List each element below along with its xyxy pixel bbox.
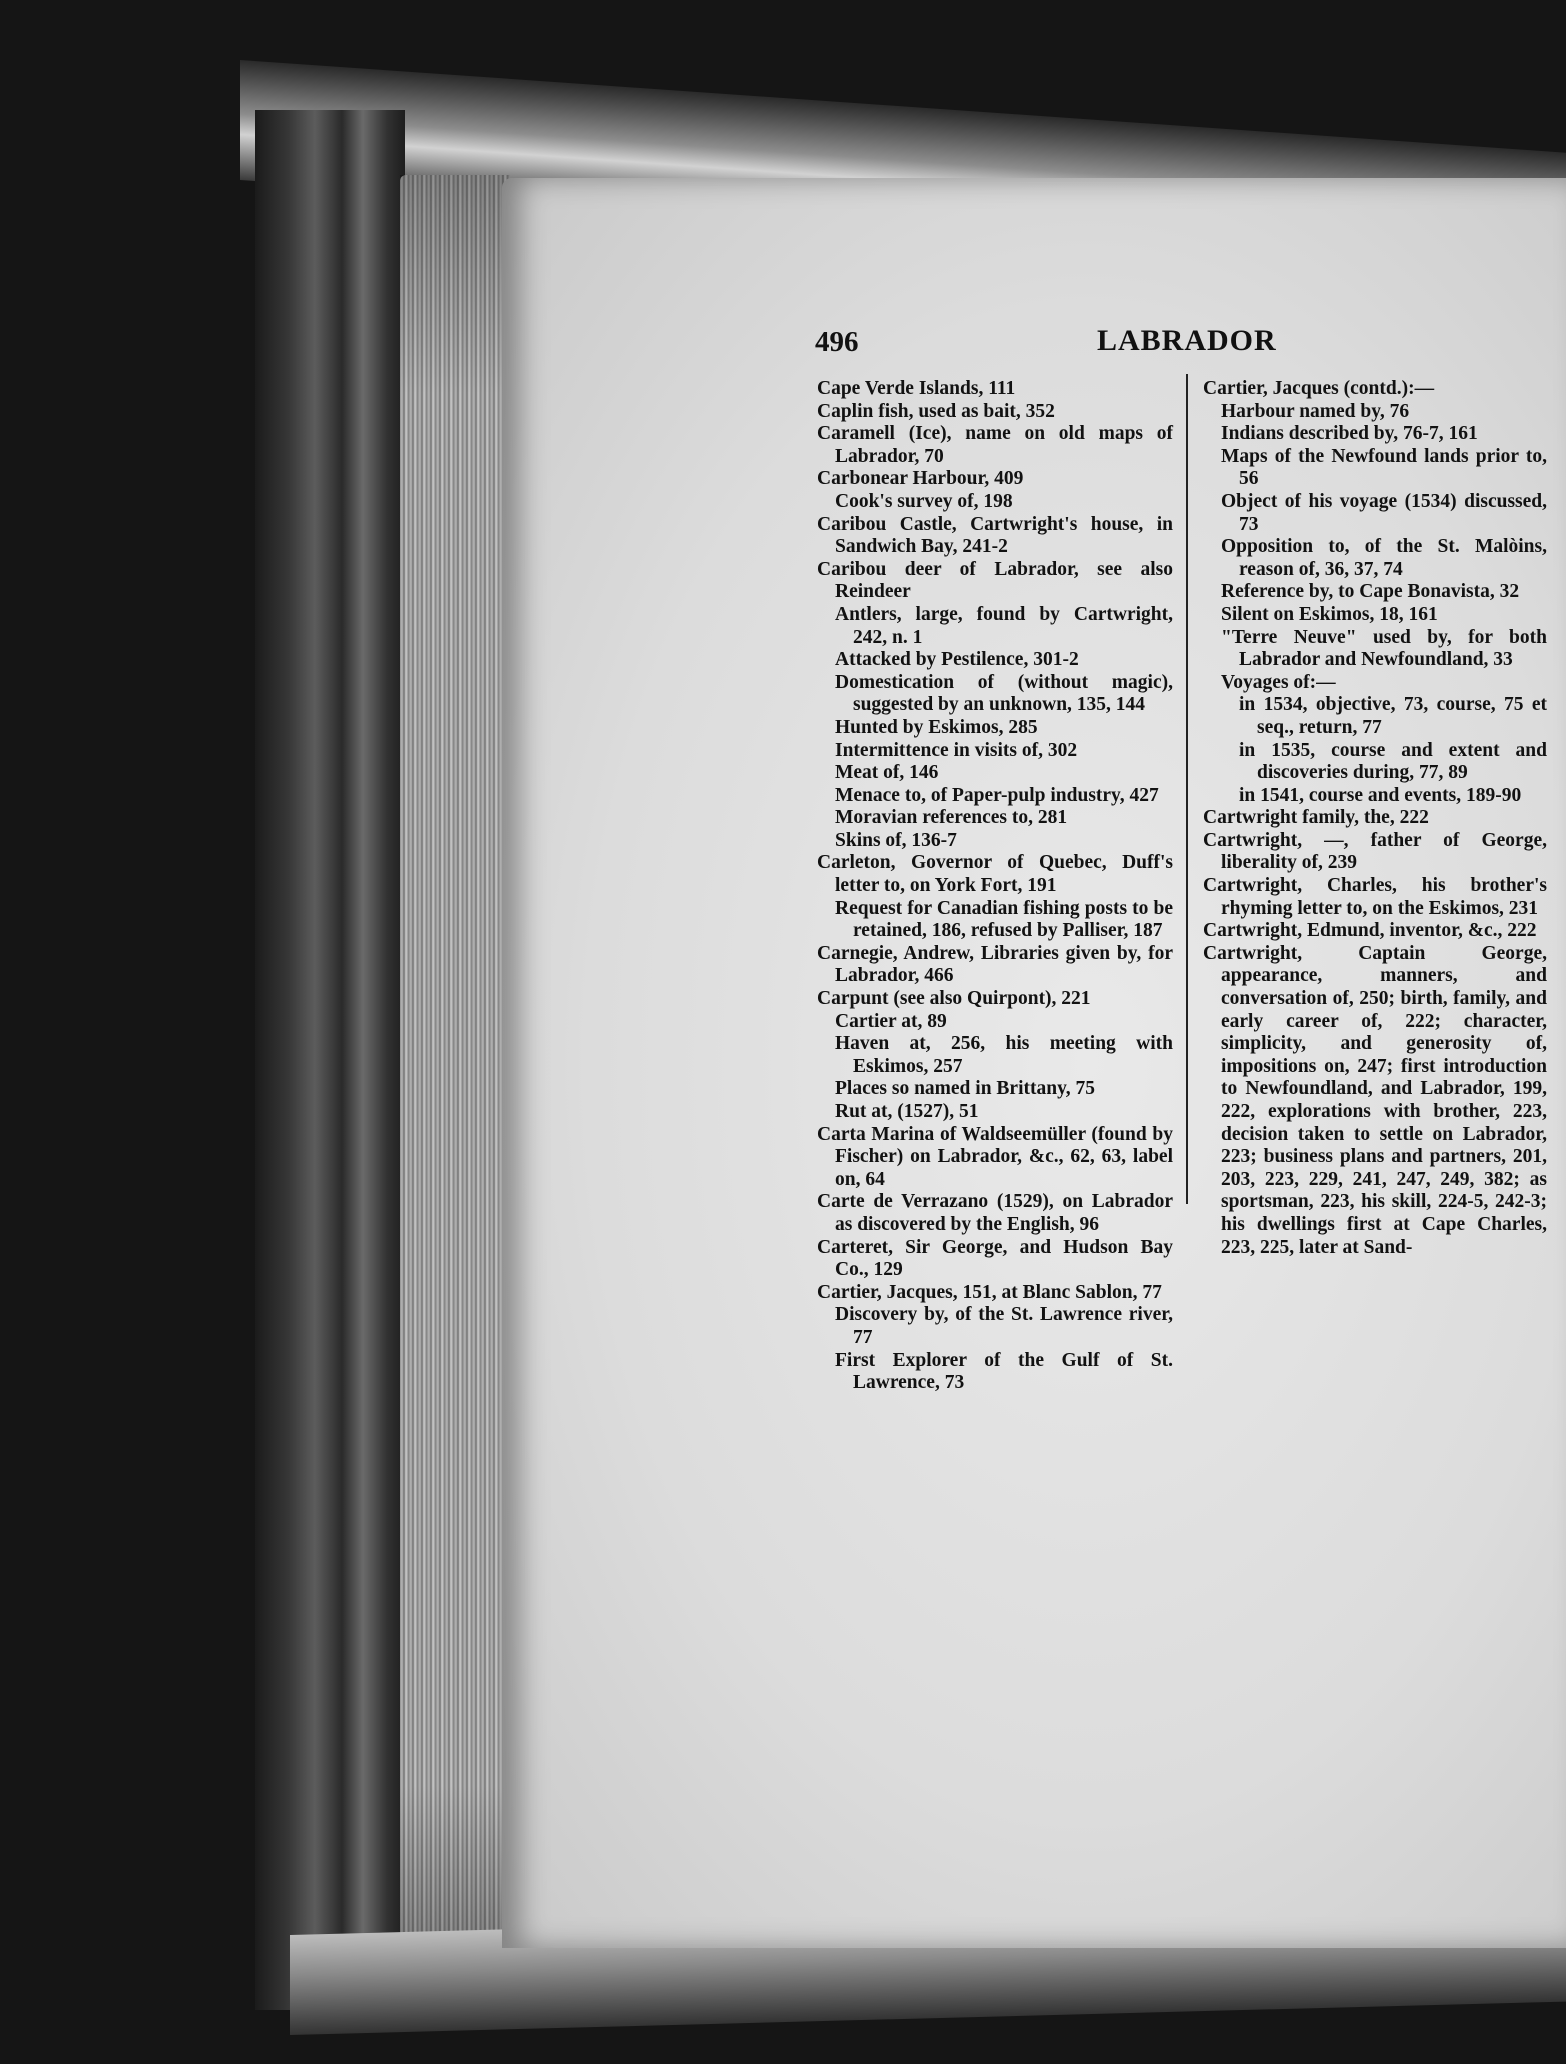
index-entry: Caribou Castle, Cartwright's house, in Sandwich Bay, 241-2 [817,513,1173,558]
index-entry: Carnegie, Andrew, Libraries given by, for Labrador, 466 [817,942,1173,987]
index-entry: in 1535, course and extent and discoveries during, 77, 89 [1239,739,1547,784]
index-entry: Antlers, large, found by Cartwright, 242, n. 1 [835,603,1173,648]
index-entry: Carpunt (see also Quirpont), 221 [817,988,1091,1010]
index-entry: Maps of the Newfound lands prior to, 56 [1221,445,1547,490]
index-entry: Cartwright, Captain George, appearance, manners, and conversation of, 250; birth, family, and early career of, 222; character, simplicity, and generosity of, impositions on, 247; first introduction to Newfoundland, and Labrador, 199, 222, explorations with brother, 223, decision taken to settle on Labrador, 223; business plans and partners, 201, 203, 223, 229, 241, 247, 249, 382; as sportsman, 223, his skill, 224-5, 242-3; his dwellings first at Cape Charles, 223, 225, later at Sand- [1203,942,1547,1258]
index-entry: Cartwright, Charles, his brother's rhyming letter to, on the Eskimos, 231 [1203,875,1547,919]
index-entry: Cook's survey of, 198 [835,490,1013,512]
column-divider [1186,374,1188,1204]
index-entry: Carleton, Governor of Quebec, Duff's letter to, on York Fort, 191 [817,852,1173,897]
index-column-right [1203,378,1547,1259]
index-entry: Rut at, (1527), 51 [835,1101,979,1122]
page-number: 496 [815,326,859,358]
index-entry: Discovery by, of the St. Lawrence river, 77 [835,1304,1173,1348]
index-entry: Cartier, Jacques (contd.):— [1203,378,1435,399]
index-entry: Indians described by, 76-7, 161 [1221,423,1478,445]
index-entry: Cartwright, Edmund, inventor, &c., 222 [1203,920,1537,942]
index-entry: Caribou deer of Labrador, see also Reindeer [817,558,1173,603]
index-entry: First Explorer of the Gulf of St. Lawrence, 73 [835,1349,1173,1394]
index-entry: Harbour named by, 76 [1221,400,1410,422]
index-entry: Request for Canadian fishing posts to be retained, 186, refused by Palliser, 187 [835,897,1173,942]
index-entry: Cape Verde Islands, 111 [817,378,1016,399]
index-entry: Menace to, of Paper-pulp industry, 427 [835,784,1159,806]
index-entry: Carta Marina of Waldseemüller (found by Fischer) on Labrador, &c., 62, 63, label on, 64 [817,1123,1173,1190]
index-entry: Reference by, to Cape Bonavista, 32 [1221,581,1520,603]
index-entry: Meat of, 146 [835,762,939,784]
index-entry: Intermittence in visits of, 302 [835,739,1078,761]
index-entry: Carte de Verrazano (1529), on Labrador as discovered by the English, 96 [817,1191,1173,1235]
index-entry: Places so named in Brittany, 75 [835,1078,1096,1100]
index-entry: Carbonear Harbour, 409 [817,468,1024,490]
index-entry: Moravian references to, 281 [835,807,1068,829]
index-entry: Attacked by Pestilence, 301-2 [835,649,1079,671]
index-entry: Caplin fish, used as bait, 352 [817,400,1055,422]
index-entry: Object of his voyage (1534) discussed, 73 [1221,490,1547,535]
index-entry: Opposition to, of the St. Malòins, reason of, 36, 37, 74 [1221,536,1547,580]
running-head [815,322,1535,372]
running-title: LABRADOR [1097,324,1277,357]
index-entry: Cartwright, —, father of George, liberality of, 239 [1203,829,1547,874]
index-entry: in 1541, course and events, 189-90 [1239,784,1522,806]
index-entry: in 1534, objective, 73, course, 75 et seq., return, 77 [1239,694,1547,738]
index-entry: Cartwright family, the, 222 [1203,807,1429,829]
index-entry: Caramell (Ice), name on old maps of Labrador, 70 [817,423,1173,467]
index-column-left [817,378,1173,1395]
index-entry: "Terre Neuve" used by, for both Labrador and Newfoundland, 33 [1221,626,1547,671]
index-entry: Domestication of (without magic), suggested by an unknown, 135, 144 [835,671,1173,716]
index-entry: Silent on Eskimos, 18, 161 [1221,603,1438,625]
book-spine [255,110,405,2010]
index-entry: Haven at, 256, his meeting with Eskimos, 257 [835,1033,1173,1077]
index-entry: Carteret, Sir George, and Hudson Bay Co., 129 [817,1236,1173,1281]
index-entry: Skins of, 136-7 [835,829,957,851]
page-stack-edge [400,175,510,2005]
index-entry: Voyages of:— [1221,671,1336,693]
index-entry: Hunted by Eskimos, 285 [835,716,1038,738]
index-entry: Cartier at, 89 [835,1010,947,1032]
index-entry: Cartier, Jacques, 151, at Blanc Sablon, 77 [817,1281,1162,1303]
